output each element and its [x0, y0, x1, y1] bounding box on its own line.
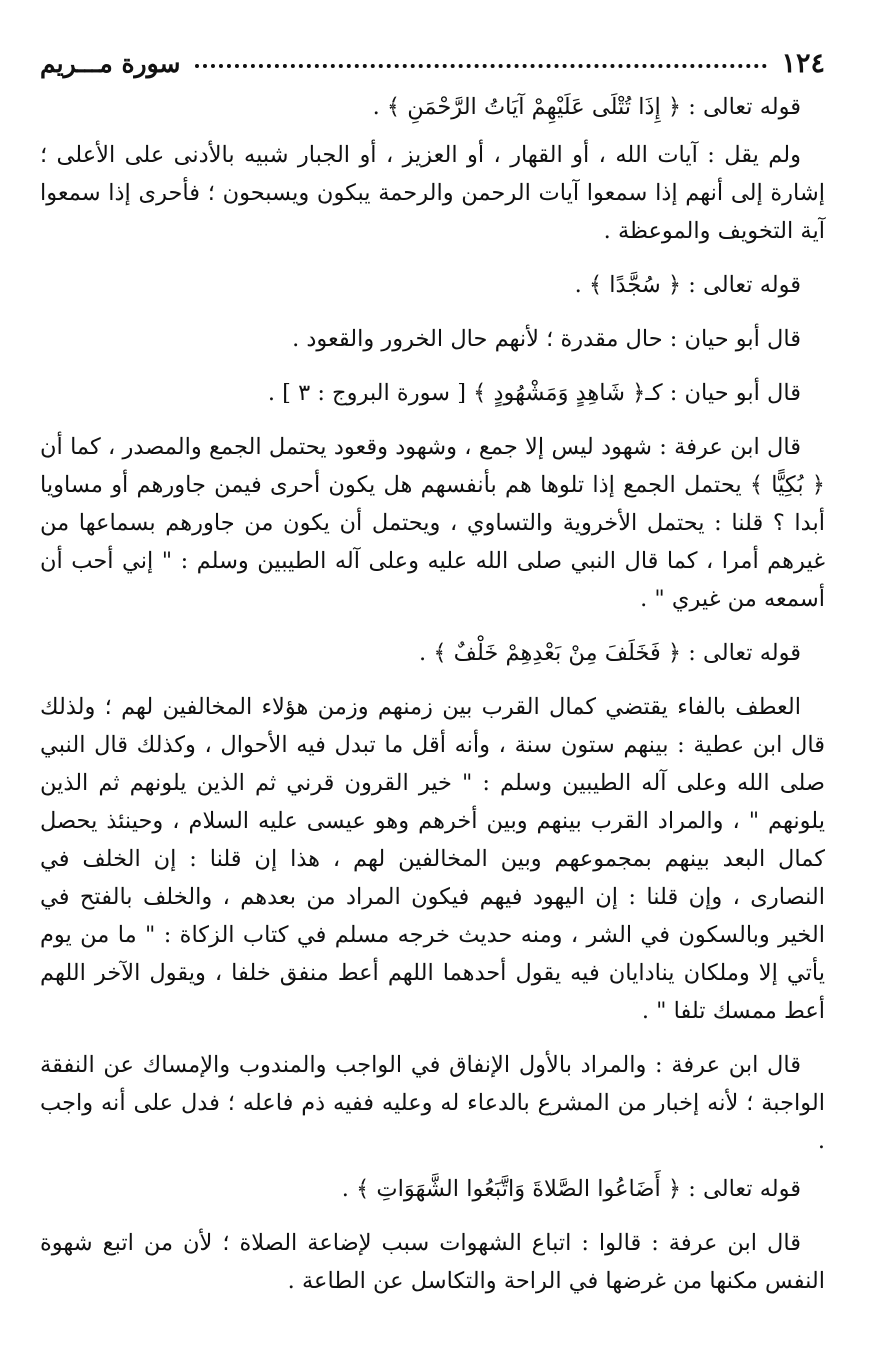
- commentary-paragraph: قال ابن عرفة : والمراد بالأول الإنفاق في الواجب والمندوب والإمساك عن النفقة الواجبة ؛ لأنه إخبار من المشرع بالدعاء له وعليه ففيه ذم فاعله ؛ فدل على أنه واجب .: [40, 1052, 825, 1154]
- page-header: [40, 40, 825, 86]
- verse-heading: قوله تعالى : ﴿ إِذَا تُتْلَى عَلَيْهِمْ آيَاتُ الرَّحْمَنِ ﴾ .: [372, 94, 801, 120]
- commentary-paragraph: قال ابن عرفة : شهود ليس إلا جمع ، وشهود وقعود يحتمل الجمع والمصدر ، كما أن ﴿ بُكِيًّا ﴾ يحتمل الجمع إذا تلوها هم بأنفسهم هل يكون أحرى فيمن جاورهم أو مساويا أبدا ؟ قلنا : يحتمل الأخروية والتساوي ، ويحتمل أن يكون من جاورهم بسماعها من غيرهم أمرا ، كما قال النبي صلى الله عليه وعلى آله الطيبين وسلم : " إني أحب أن أسمعه من غيري " .: [40, 434, 825, 612]
- verse-heading: قوله تعالى : ﴿ فَخَلَفَ مِنْ بَعْدِهِمْ خَلْفٌ ﴾ .: [419, 640, 801, 666]
- commentary-paragraph: قال أبو حيان : كـ﴿ شَاهِدٍ وَمَشْهُودٍ ﴾ [ سورة البروج : ٣ ] .: [267, 380, 801, 406]
- commentary-paragraph: العطف بالفاء يقتضي كمال القرب بين زمنهم وزمن هؤلاء المخالفين لهم ؛ ولذلك قال ابن عطية : بينهم ستون سنة ، وأنه أقل ما تبدل فيه الأحوال ، وكذلك قال النبي صلى الله وعلى آله الطيبين وسلم : " خير القرون قرني ثم الذين يلونهم ثم الذين يلونهم " ، والمراد القرب بينهم وبين أخرهم وهو عيسى عليه السلام ، وحينئذ يحصل كمال البعد بينهم بمجموعهم وبين المخالفين لهم ، هذا إن قلنا : إن الخلف في النصارى ، وإن قلنا : إن اليهود فيهم فيكون المراد من بعدهم ، والخلف بالفتح في الخير وبالسكون في الشر ، ومنه حديث خرجه مسلم في كتاب الزكاة : " ما من يوم يأتي إلا وملكان ينادايان فيه يقول أحدهما اللهم أعط منفق خلفا ، ويقول الآخر اللهم أعط ممسك تلفا " .: [40, 694, 825, 1024]
- commentary-paragraph: قال ابن عرفة : قالوا : اتباع الشهوات سبب لإضاعة الصلاة ؛ لأن من اتبع شهوة النفس مكنها من غرضها في الراحة والتكاسل عن الطاعة .: [40, 1230, 825, 1294]
- verse-heading: قوله تعالى : ﴿ أَضَاعُوا الصَّلاةَ وَاتَّبَعُوا الشَّهَوَاتِ ﴾ .: [341, 1176, 801, 1202]
- surah-title: سورة مـــريم: [40, 48, 181, 78]
- page-number: ١٢٤: [781, 47, 825, 79]
- commentary-paragraph: ولم يقل : آيات الله ، أو القهار ، أو العزيز ، أو الجبار شبيه بالأدنى على الأعلى ؛ إشارة إلى أنهم إذا سمعوا آيات الرحمن والرحمة يبكون ويسبحون ؛ فأحرى إذا سمعوا آية التخويف والموعظة .: [40, 142, 825, 244]
- commentary-paragraph: قال أبو حيان : حال مقدرة ؛ لأنهم حال الخرور والقعود .: [292, 326, 801, 352]
- verse-heading: قوله تعالى : ﴿ سُجَّدًا ﴾ .: [574, 272, 801, 298]
- header-dotted-rule: [195, 64, 768, 68]
